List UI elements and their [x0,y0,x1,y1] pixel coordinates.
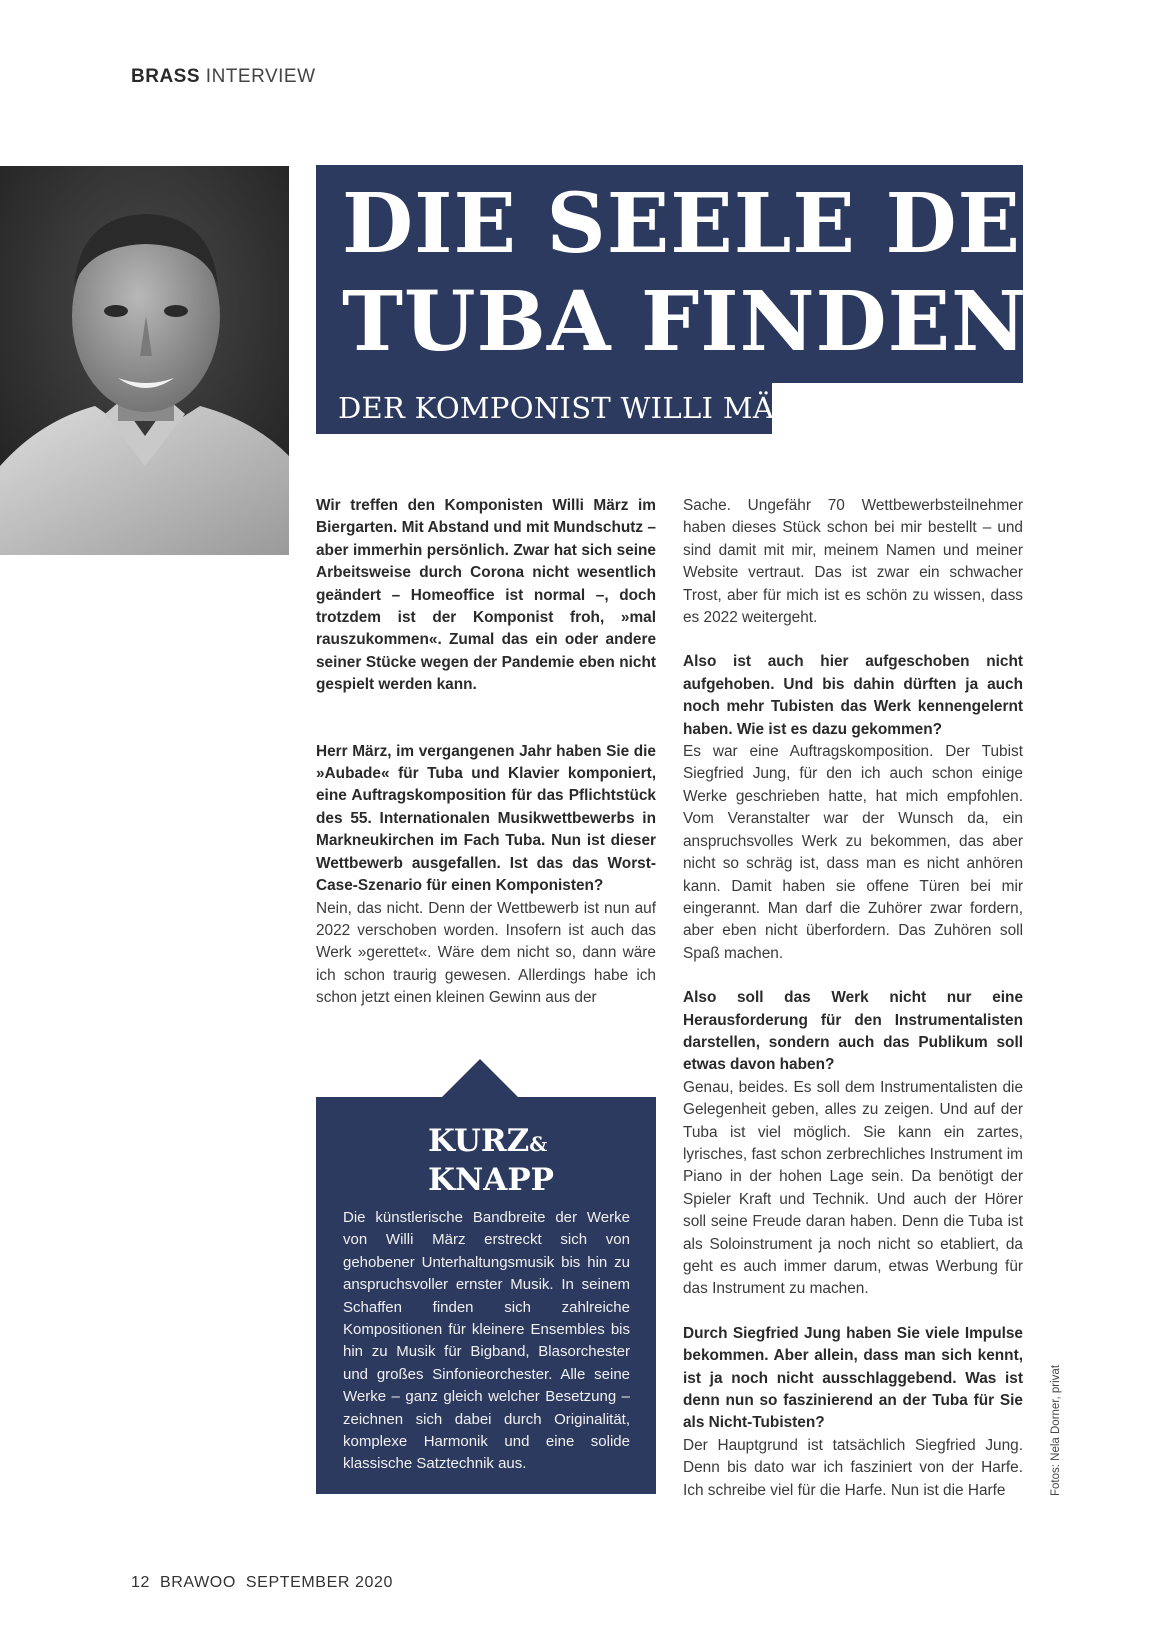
article-column-left [316,495,656,1010]
headline-line-1: DIE SEELE DER [342,176,1091,272]
kurz-knapp-text: Die künstlerische Bandbreite der Werke von Willi März erstreckt sich von gehobener Unterhaltungsmusik bis hin zu anspruchsvoller ernster Musik. In seinem Schaffen finden sich zahlreiche Kompositionen für kleinere Ensembles bis hin zu Musik für Bigband, Blasorchester und großes Sinfonieorchester. Alle seine Werke – ganz gleich welcher Besetzung – zeichnen sich dabei durch Originalität, komplexe Harmonik und eine solide klassische Satztechnik aus. [343,1209,630,1473]
article-intro: Wir treffen den Komponisten Willi März im Biergarten. Mit Abstand und mit Mundschutz – aber immerhin persönlich. Zwar hat sich seine Arbeitsweise durch Corona nicht wesentlich geändert – Homeoffice ist normal –, doch trotzdem ist der Komponist froh, »mal rauszukommen«. Zumal das ein oder andere seiner Stücke wegen der Pandemie eben nicht gespielt werden kann. [316,497,656,694]
page-number: 12 [131,1574,150,1591]
title-banner [316,165,1091,383]
subtitle: DER KOMPONIST WILLI MÄRZ [338,391,817,425]
question-3: Also soll das Werk nicht nur eine Herausforderung für den Instrumentalisten darstellen, sondern auch das Publikum soll etwas davon haben? [683,989,1023,1074]
answer-4: Der Hauptgrund ist tatsächlich Siegfried Jung. Denn bis dato war ich fasziniert von der Harfe. Ich schreibe viel für die Harfe. Nun ist die Harfe [683,1436,1023,1499]
answer-1-part-1: Nein, das nicht. Denn der Wettbewerb ist nun auf 2022 verschoben worden. Insofern ist auch das Werk »gerettet«. Wäre dem nicht so, dann wäre ich schon traurig gewesen. Allerdings habe ich schon jetzt einen kleinen Gewinn aus der [316,899,656,1007]
kurz-knapp-title [428,1123,554,1198]
info-box-arrow [441,1059,519,1098]
ampersand: & [529,1132,548,1156]
answer-3: Genau, beides. Es soll dem Instrumentalisten die Gelegenheit geben, alles zu zeigen. Und auf der Tuba ist viel möglich. Sie kann ein zartes, lyrisches, fast schon zerbrechliches Instrument im Piano in der hohen Lage sein. Da benötigt der Spieler Kraft und Technik. Und auch der Hörer soll seine Freude daran haben. Denn die Tuba ist als Soloinstrument ja noch nicht so etabliert, da geht es auch immer darum, etwas Werbung für das Instrument zu machen. [683,1078,1023,1298]
kurz-knapp-box [316,1097,656,1494]
magazine-name: BRAWOO [160,1574,236,1591]
section-label [131,66,316,88]
section-label-bold: BRASS [131,66,201,87]
section-label-light: INTERVIEW [205,66,316,87]
article-column-right [683,495,1023,1502]
question-1: Herr März, im vergangenen Jahr haben Sie die »Aubade« für Tuba und Klavier komponiert, eine Auftragskomposition für das Pflichtstück des 55. Internationalen Musikwettbewerbs in Markneukirchen im Fach Tuba. Nun ist dieser Wettbewerb ausgefallen. Ist das das Worst-Case-Szenario für einen Komponisten? [316,742,656,895]
photo-credit: Fotos: Nela Dorner, privat [1050,1364,1062,1496]
question-4: Durch Siegfried Jung haben Sie viele Impulse bekommen. Aber allein, dass man sich kennt, ist ja noch nicht ausschlaggebend. Was ist denn nun so faszinierend an der Tuba für Sie als Nicht-Tubisten? [683,1324,1023,1432]
headline-line-2: TUBA FINDEN [342,274,1028,370]
page-footer [131,1574,403,1592]
issue-date: SEPTEMBER 2020 [245,1574,394,1591]
portrait-photo [0,166,289,555]
question-2: Also ist auch hier aufgeschoben nicht aufgehoben. Und bis dahin dürften ja auch noch mehr Tubisten das Werk kennengelernt haben. Wie ist es dazu gekommen? [683,653,1023,738]
subtitle-banner [316,383,817,434]
answer-1-part-2: Sache. Ungefähr 70 Wettbewerbsteilnehmer haben dieses Stück schon bei mir bestellt – und sind damit mit mir, meinem Namen und meiner Website vertraut. Das ist zwar ein schwacher Trost, aber für mich ist es schön zu wissen, dass es 2022 weitergeht. [683,497,1023,627]
kurz-word: KURZ [428,1123,530,1159]
knapp-word: KNAPP [428,1162,554,1198]
answer-2: Es war eine Auftragskomposition. Der Tubist Siegfried Jung, für den ich auch schon einige Werke geschrieben hatte, hat mich empfohlen. Vom Veranstalter war der Wunsch da, ein anspruchsvolles Werk zu bekommen, das aber nicht so schräg ist, dass man es nicht anhören kann. Damit haben sie offene Türen bei mir eingerannt. Man darf die Zuhörer zwar fordern, aber eben nicht überfordern. Das Zuhören soll Spaß machen. [683,743,1023,962]
